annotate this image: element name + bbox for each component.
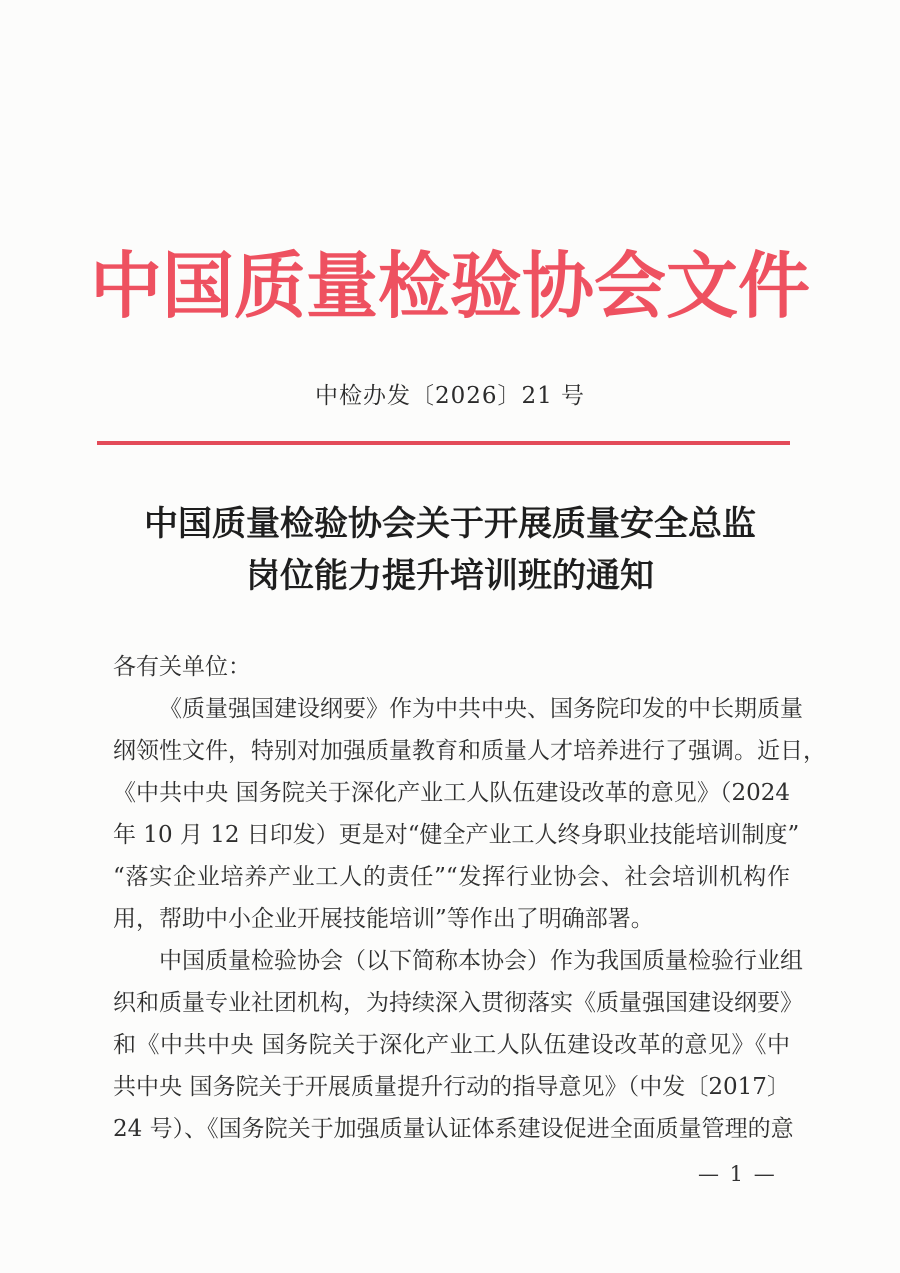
doc-reference-number: 中检办发〔2026〕21 号 (314, 383, 586, 409)
red-divider-line (97, 441, 790, 445)
body-line: 中国质量检验协会（以下简称本协会）作为我国质量检验行业组 (159, 948, 803, 974)
paragraph-1 (113, 688, 826, 940)
body-line: 共中央 国务院关于开展质量提升行动的指导意见》（中发〔2017〕 (113, 1074, 790, 1100)
document-title-line1: 中国质量检验协会关于开展质量安全总监 (144, 504, 756, 544)
body-line: 年 10 月 12 日印发）更是对“健全产业工人终身职业技能培训制度” (113, 822, 800, 848)
body-line: “落实企业培养产业工人的责任”“发挥行业协会、社会培训机构作 (113, 864, 790, 890)
body-line: 织和质量专业社团机构，为持续深入贯彻落实《质量强国建设纲要》 (113, 990, 803, 1016)
document-title (0, 498, 900, 602)
paragraph-2 (113, 940, 803, 1150)
page-number-text: — 1 — (698, 1162, 777, 1186)
body-line: 纲领性文件，特别对加强质量教育和质量人才培养进行了强调。近日， (113, 738, 826, 764)
document-title-line2: 岗位能力提升培训班的通知 (246, 556, 654, 596)
body-line: 用，帮助中小企业开展技能培训”等作出了明确部署。 (113, 906, 654, 932)
body-line: 《质量强国建设纲要》作为中共中央、国务院印发的中长期质量 (159, 696, 803, 722)
org-header-title: 中国质量检验协会文件 (89, 243, 810, 328)
document-body (113, 646, 826, 1150)
body-line: 24 号）、《国务院关于加强质量认证体系建设促进全面质量管理的意 (113, 1116, 794, 1142)
body-line: 《中共中央 国务院关于深化产业工人队伍建设改革的意见》（2024 (113, 780, 790, 806)
salutation: 各有关单位： (113, 654, 251, 680)
body-line: 和《中共中央 国务院关于深化产业工人队伍建设改革的意见》《中 (113, 1032, 790, 1058)
